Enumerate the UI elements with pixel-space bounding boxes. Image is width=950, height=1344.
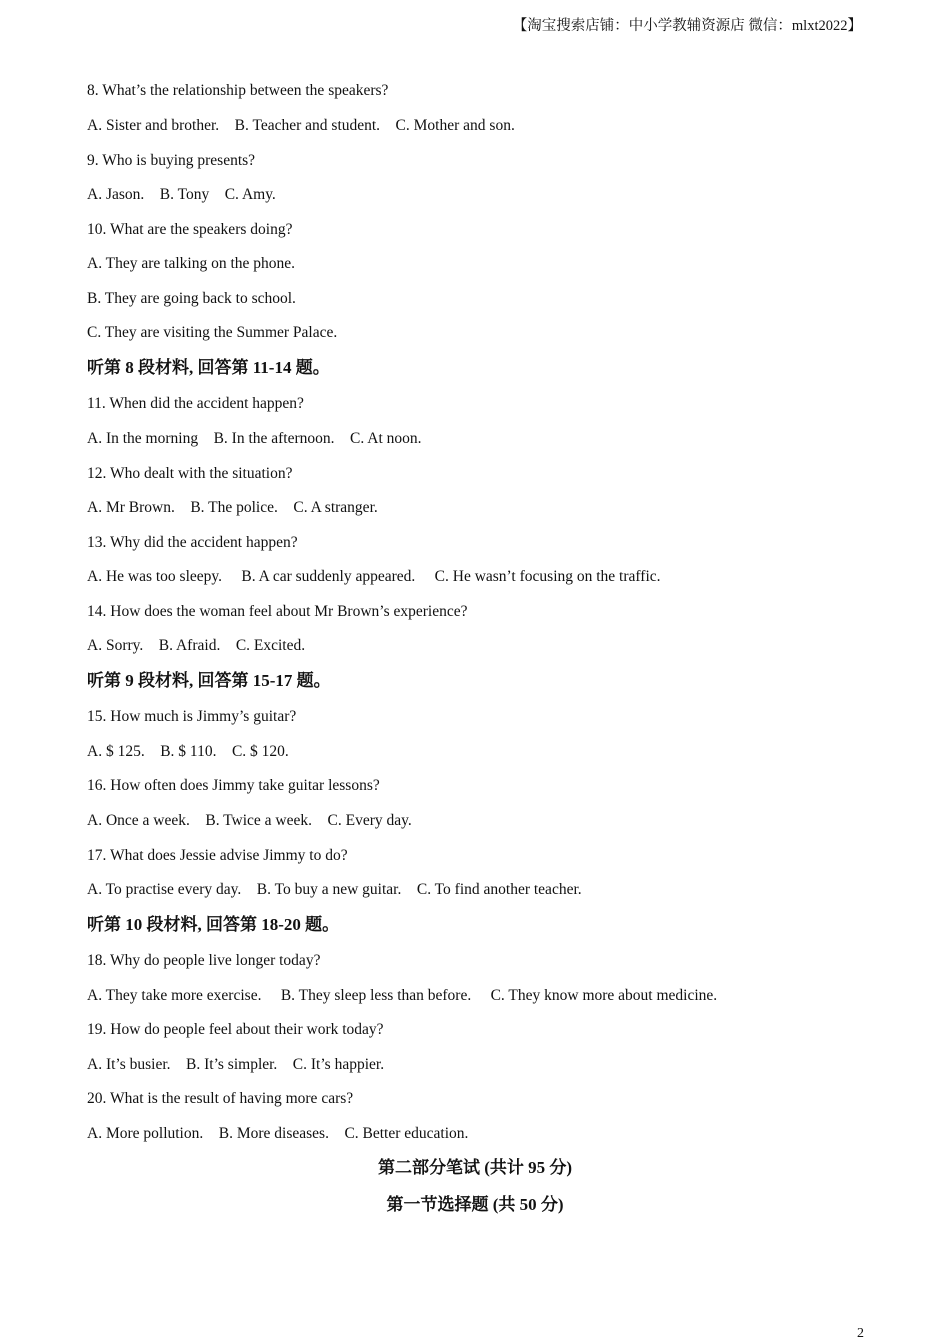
- question-13: 13. Why did the accident happen?: [87, 534, 298, 551]
- options-15: A. $ 125. B. $ 110. C. $ 120.: [87, 743, 289, 760]
- options-9: A. Jason. B. Tony C. Amy.: [87, 186, 276, 203]
- options-11: A. In the morning B. In the afternoon. C. At noon.: [87, 430, 422, 447]
- question-8: 8. What’s the relationship between the speakers?: [87, 82, 389, 99]
- options-17: A. To practise every day. B. To buy a new guitar. C. To find another teacher.: [87, 881, 582, 898]
- options-14: A. Sorry. B. Afraid. C. Excited.: [87, 637, 306, 654]
- question-11: 11. When did the accident happen?: [87, 395, 304, 412]
- question-14: 14. How does the woman feel about Mr Brown’s experience?: [87, 603, 468, 620]
- page-number: 2: [857, 1326, 864, 1341]
- question-20: 20. What is the result of having more cars?: [87, 1090, 354, 1107]
- options-18: A. They take more exercise. B. They sleep less than before. C. They know more about medicine.: [87, 987, 718, 1004]
- option-10c: C. They are visiting the Summer Palace.: [87, 324, 338, 341]
- options-13: A. He was too sleepy. B. A car suddenly appeared. C. He wasn’t focusing on the traffic.: [87, 568, 661, 585]
- question-10: 10. What are the speakers doing?: [87, 221, 293, 238]
- options-8: A. Sister and brother. B. Teacher and student. C. Mother and son.: [87, 117, 515, 134]
- section-heading-9: 听第 9 段材料, 回答第 15-17 题。: [87, 671, 331, 690]
- header-watermark: 【淘宝搜索店铺：中小学教辅资源店 微信：mlxt2022】: [512, 18, 862, 34]
- section-heading-8: 听第 8 段材料, 回答第 11-14 题。: [87, 358, 330, 377]
- section-heading-10: 听第 10 段材料, 回答第 18-20 题。: [87, 915, 340, 934]
- question-18: 18. Why do people live longer today?: [87, 952, 321, 969]
- option-10b: B. They are going back to school.: [87, 290, 296, 307]
- options-12: A. Mr Brown. B. The police. C. A stranger.: [87, 499, 378, 516]
- part-title: 第二部分笔试 (共计 95 分): [377, 1158, 573, 1177]
- question-15: 15. How much is Jimmy’s guitar?: [87, 708, 297, 725]
- question-17: 17. What does Jessie advise Jimmy to do?: [87, 847, 348, 864]
- question-19: 19. How do people feel about their work today?: [87, 1021, 384, 1038]
- options-16: A. Once a week. B. Twice a week. C. Every day.: [87, 812, 412, 829]
- option-10a: A. They are talking on the phone.: [87, 255, 296, 272]
- options-20: A. More pollution. B. More diseases. C. Better education.: [87, 1125, 469, 1142]
- question-12: 12. Who dealt with the situation?: [87, 465, 293, 482]
- question-16: 16. How often does Jimmy take guitar lessons?: [87, 777, 380, 794]
- section-title: 第一节选择题 (共 50 分): [386, 1195, 564, 1214]
- question-9: 9. Who is buying presents?: [87, 152, 256, 169]
- options-19: A. It’s busier. B. It’s simpler. C. It’s happier.: [87, 1056, 385, 1073]
